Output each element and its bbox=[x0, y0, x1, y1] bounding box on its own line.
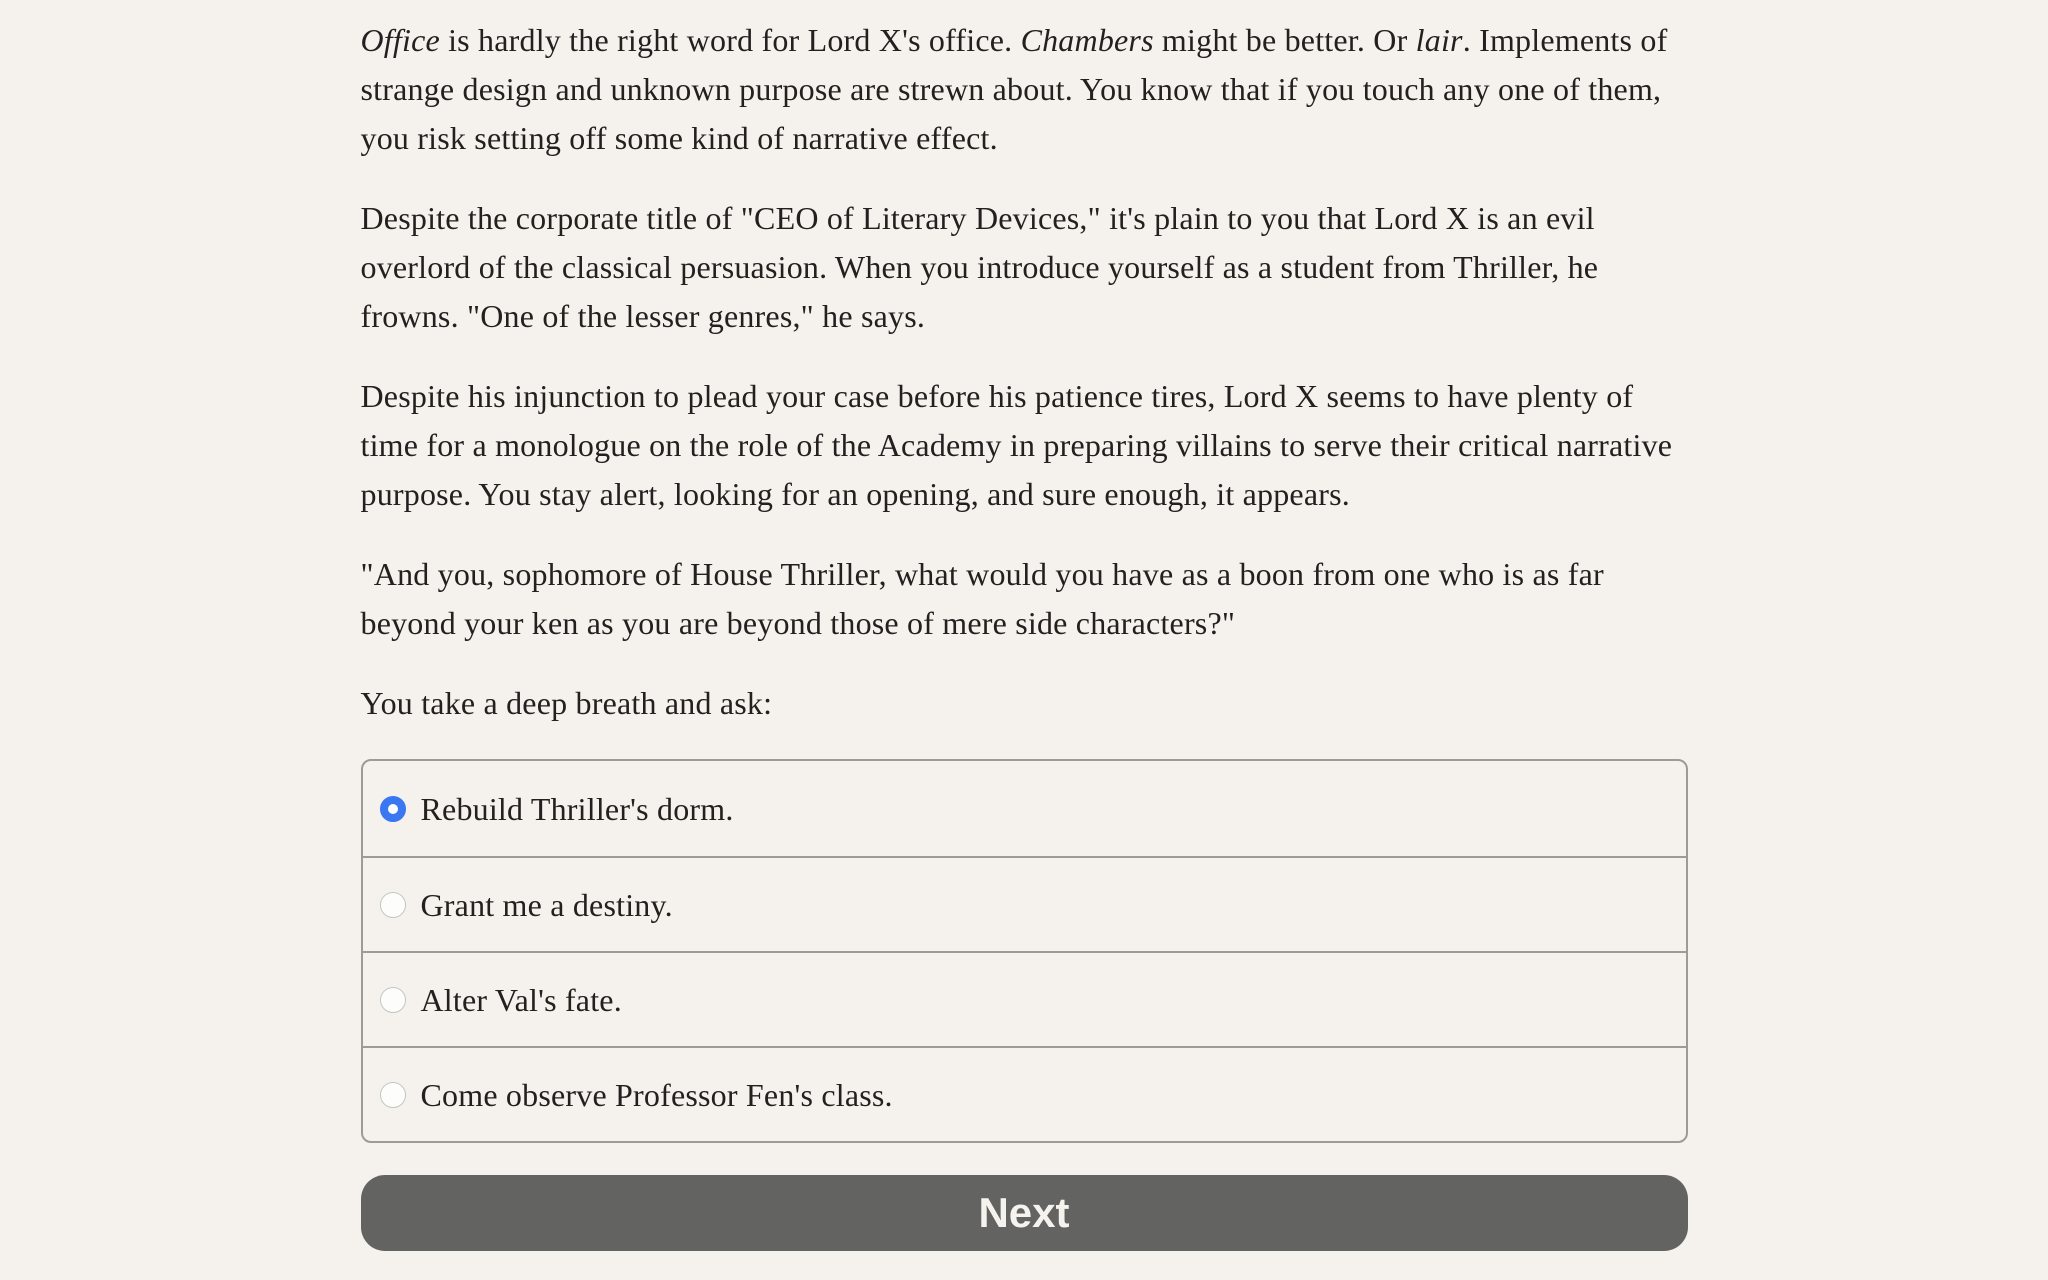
choice-label: Rebuild Thriller's dorm. bbox=[420, 790, 734, 827]
choice-label: Alter Val's fate. bbox=[420, 981, 622, 1018]
radio-unselected-icon[interactable] bbox=[380, 987, 406, 1013]
next-button[interactable]: Next bbox=[361, 1175, 1688, 1251]
radio-unselected-icon[interactable] bbox=[380, 892, 406, 918]
choice-option[interactable] bbox=[363, 951, 1686, 1046]
radio-selected-icon[interactable] bbox=[380, 796, 406, 822]
choice-group bbox=[361, 759, 1688, 1143]
choice-option[interactable] bbox=[363, 1046, 1686, 1141]
story-paragraph: Office is hardly the right word for Lord X's office. Chambers might be better. Or lair. Implements of strange design and unknown purpose are strewn about. You know that if you touch any one of them, you risk setting off some kind of narrative effect. bbox=[360, 22, 1668, 156]
story-page bbox=[361, 0, 1688, 1251]
choice-option[interactable] bbox=[363, 761, 1686, 856]
radio-unselected-icon[interactable] bbox=[380, 1082, 406, 1108]
story-text bbox=[361, 16, 1688, 728]
radio-dot bbox=[388, 804, 398, 814]
story-paragraph: You take a deep breath and ask: bbox=[360, 685, 773, 721]
story-paragraph: "And you, sophomore of House Thriller, what would you have as a boon from one who is as far beyond your ken as you are beyond those of mere side characters?" bbox=[360, 556, 1604, 641]
choice-label: Come observe Professor Fen's class. bbox=[420, 1076, 893, 1113]
choice-label: Grant me a destiny. bbox=[420, 886, 673, 923]
story-paragraph: Despite his injunction to plead your case before his patience tires, Lord X seems to have plenty of time for a monologue on the role of the Academy in preparing villains to serve their critical narrative purpose. You stay alert, looking for an opening, and sure enough, it appears. bbox=[360, 378, 1673, 512]
choice-option[interactable] bbox=[363, 856, 1686, 951]
story-paragraph: Despite the corporate title of "CEO of Literary Devices," it's plain to you that Lord X is an evil overlord of the classical persuasion. When you introduce yourself as a student from Thriller, he frowns. "One of the lesser genres," he says. bbox=[360, 200, 1599, 334]
